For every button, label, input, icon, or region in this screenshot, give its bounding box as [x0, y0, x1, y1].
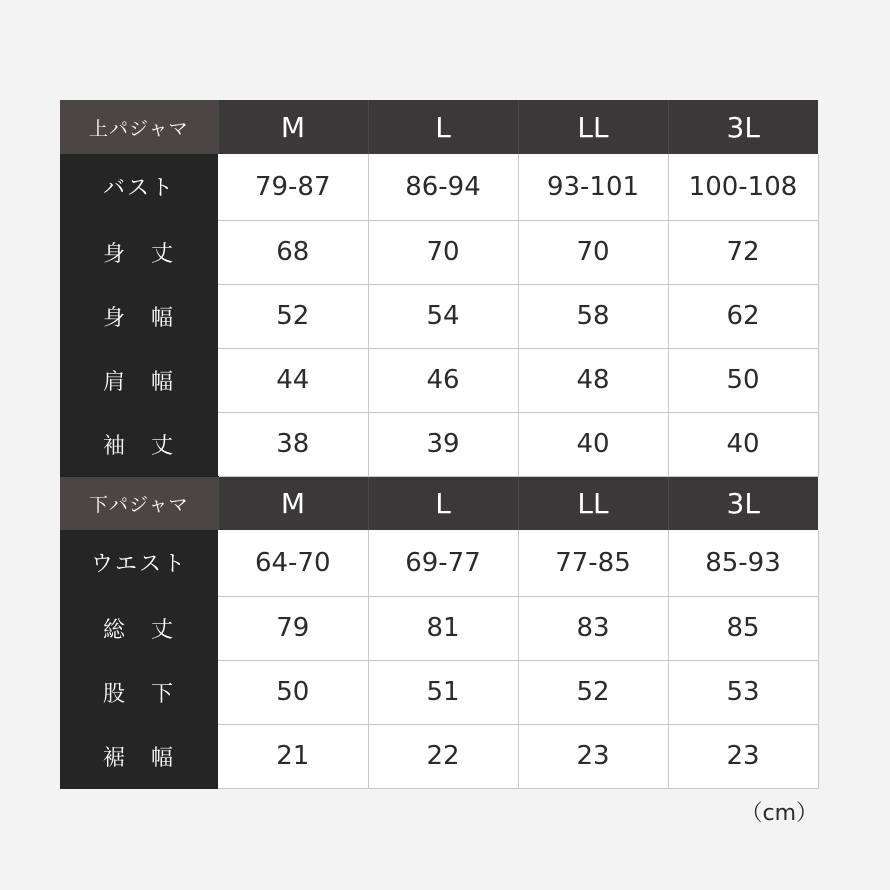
measurement-value: 72	[668, 220, 818, 284]
size-header-cell: M	[218, 476, 368, 530]
measurement-value: 23	[668, 724, 818, 788]
measurement-row	[60, 348, 818, 412]
measurement-label: ウエスト	[60, 530, 218, 596]
measurement-row	[60, 660, 818, 724]
measurement-value: 62	[668, 284, 818, 348]
measurement-row	[60, 284, 818, 348]
measurement-value: 85	[668, 596, 818, 660]
measurement-value: 83	[518, 596, 668, 660]
measurement-label: 袖 丈	[60, 412, 218, 476]
measurement-value: 81	[368, 596, 518, 660]
measurement-value: 51	[368, 660, 518, 724]
measurement-value: 48	[518, 348, 668, 412]
measurement-value: 85-93	[668, 530, 818, 596]
measurement-label: 身 丈	[60, 220, 218, 284]
size-header-cell: L	[368, 476, 518, 530]
measurement-label: 総 丈	[60, 596, 218, 660]
measurement-row	[60, 220, 818, 284]
size-chart-table	[60, 100, 819, 789]
measurement-label: 股 下	[60, 660, 218, 724]
unit-note: （cm）	[740, 801, 818, 826]
measurement-value: 52	[518, 660, 668, 724]
measurement-row	[60, 412, 818, 476]
measurement-value: 52	[218, 284, 368, 348]
measurement-value: 40	[518, 412, 668, 476]
bottom-pajama-header-row	[60, 476, 818, 530]
measurement-value: 70	[518, 220, 668, 284]
measurement-value: 68	[218, 220, 368, 284]
measurement-value: 58	[518, 284, 668, 348]
measurement-value: 64-70	[218, 530, 368, 596]
measurement-value: 69-77	[368, 530, 518, 596]
size-header-cell: LL	[518, 476, 668, 530]
measurement-value: 93-101	[518, 154, 668, 220]
measurement-value: 39	[368, 412, 518, 476]
measurement-row	[60, 596, 818, 660]
size-chart-body	[60, 100, 818, 788]
measurement-value: 53	[668, 660, 818, 724]
measurement-value: 50	[668, 348, 818, 412]
measurement-label: 裾 幅	[60, 724, 218, 788]
measurement-label: バスト	[60, 154, 218, 220]
measurement-value: 79-87	[218, 154, 368, 220]
measurement-value: 70	[368, 220, 518, 284]
measurement-value: 77-85	[518, 530, 668, 596]
size-header-cell: LL	[518, 100, 668, 154]
measurement-value: 38	[218, 412, 368, 476]
measurement-value: 44	[218, 348, 368, 412]
measurement-value: 86-94	[368, 154, 518, 220]
measurement-row	[60, 154, 818, 220]
measurement-row	[60, 724, 818, 788]
measurement-value: 40	[668, 412, 818, 476]
size-header-cell: 3L	[668, 100, 818, 154]
measurement-value: 79	[218, 596, 368, 660]
top-pajama-header-row	[60, 100, 818, 154]
size-header-cell: 3L	[668, 476, 818, 530]
measurement-value: 54	[368, 284, 518, 348]
size-header-cell: M	[218, 100, 368, 154]
measurement-value: 22	[368, 724, 518, 788]
measurement-value: 21	[218, 724, 368, 788]
section-label: 上パジャマ	[60, 100, 218, 154]
measurement-value: 46	[368, 348, 518, 412]
size-header-cell: L	[368, 100, 518, 154]
measurement-value: 23	[518, 724, 668, 788]
measurement-row	[60, 530, 818, 596]
measurement-value: 100-108	[668, 154, 818, 220]
measurement-value: 50	[218, 660, 368, 724]
measurement-label: 肩 幅	[60, 348, 218, 412]
measurement-label: 身 幅	[60, 284, 218, 348]
section-label: 下パジャマ	[60, 476, 218, 530]
